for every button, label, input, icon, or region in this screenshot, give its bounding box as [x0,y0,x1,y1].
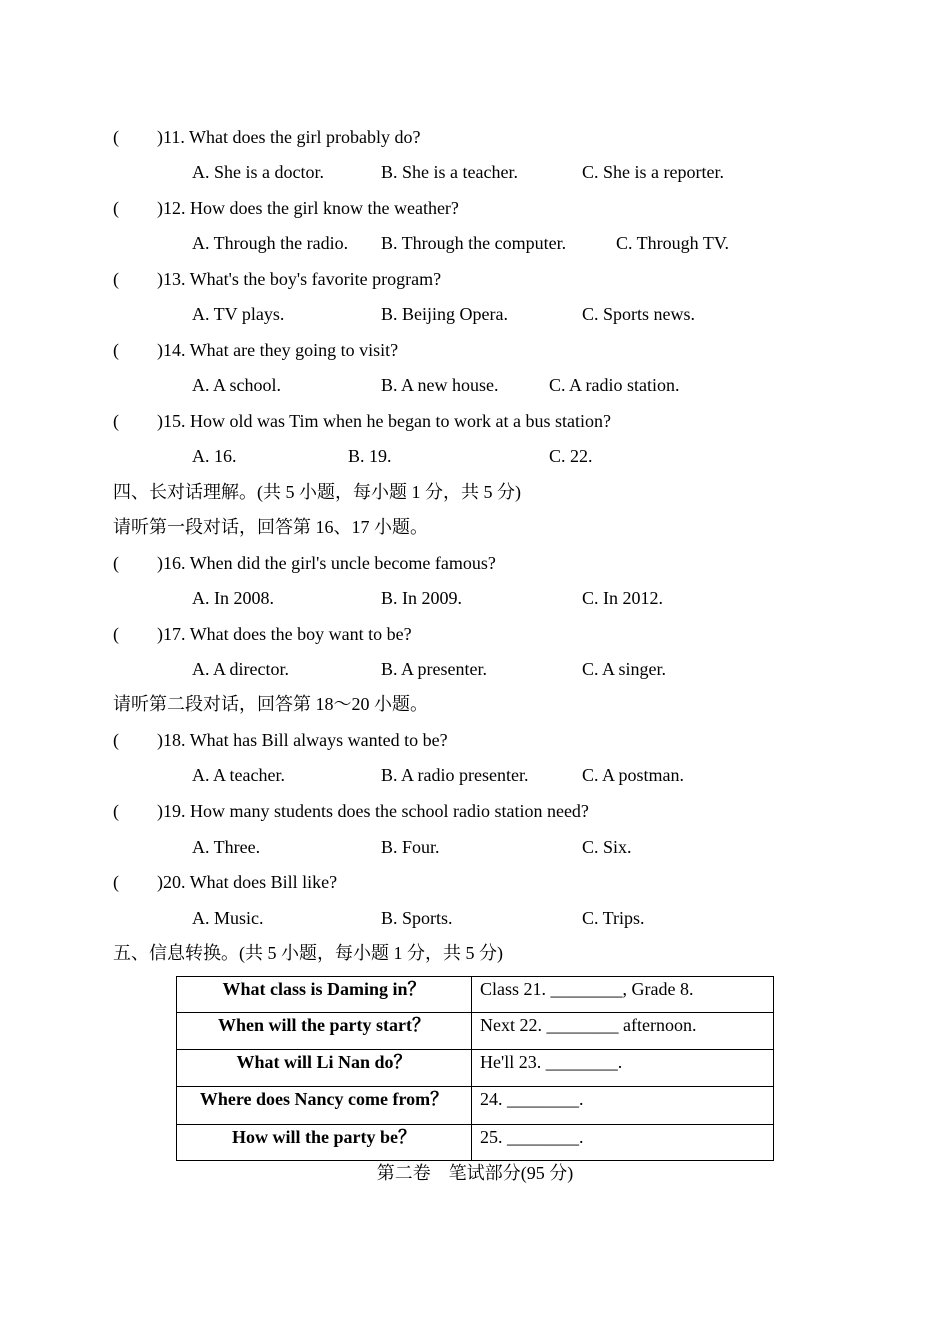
option-c: C. In 2012. [582,588,663,608]
option-a: A. She is a doctor. [192,162,324,182]
info-table [176,976,774,1161]
section-4-title: 四、长对话理解。(共 5 小题，每小题 1 分，共 5 分) [113,482,521,502]
section-4-instruction-1: 请听第一段对话，回答第 16、17 小题。 [113,517,428,537]
section-4-instruction-2: 请听第二段对话，回答第 18～20 小题。 [113,694,428,714]
question-14: ( )14. What are they going to visit? [113,340,399,360]
table-answer[interactable]: He'll 23. ________. [472,1050,774,1087]
answer-blank[interactable]: ( [113,872,119,892]
table-row [177,1125,774,1161]
option-a: A. Music. [192,908,264,928]
table-row [177,1050,774,1087]
option-a: A. In 2008. [192,588,274,608]
answer-blank[interactable]: ( [113,730,119,750]
option-b: B. Four. [381,837,440,857]
table-question: Where does Nancy come from？ [177,1087,472,1125]
question-17: ( )17. What does the boy want to be? [113,624,412,644]
answer-blank[interactable]: ( [113,553,119,573]
option-a: A. A teacher. [192,765,285,785]
option-a: A. TV plays. [192,304,285,324]
question-18: ( )18. What has Bill always wanted to be? [113,730,448,750]
table-question: What will Li Nan do？ [177,1050,472,1087]
option-b: B. She is a teacher. [381,162,518,182]
option-a: A. A school. [192,375,282,395]
question-20: ( )20. What does Bill like? [113,872,338,892]
option-a: A. Through the radio. [192,233,349,253]
question-12: ( )12. How does the girl know the weather? [113,198,459,218]
part-two-title: 第二卷 笔试部分(95 分) [376,1163,574,1183]
table-answer[interactable]: 24. ________. [472,1087,774,1125]
table-answer[interactable]: Next 22. ________ afternoon. [472,1013,774,1050]
table-question: When will the party start？ [177,1013,472,1050]
table-answer[interactable]: Class 21. ________, Grade 8. [472,977,774,1013]
table-row [177,1087,774,1125]
table-question: How will the party be？ [177,1125,472,1161]
option-c: C. 22. [549,446,593,466]
option-c: C. She is a reporter. [582,162,724,182]
question-11: ( )11. What does the girl probably do? [113,127,421,147]
option-c: C. Trips. [582,908,645,928]
option-c: C. Sports news. [582,304,696,324]
option-b: B. Beijing Opera. [381,304,508,324]
question-19: ( )19. How many students does the school radio station need? [113,801,589,821]
option-a: A. A director. [192,659,289,679]
answer-blank[interactable]: ( [113,198,119,218]
option-c: C. Six. [582,837,632,857]
option-c: C. A radio station. [549,375,680,395]
option-b: B. In 2009. [381,588,462,608]
section-5-title: 五、信息转换。(共 5 小题，每小题 1 分，共 5 分) [113,943,503,963]
option-c: C. Through TV. [616,233,730,253]
answer-blank[interactable]: ( [113,624,119,644]
answer-blank[interactable]: ( [113,411,119,431]
option-a: A. 16. [192,446,237,466]
table-question: What class is Daming in？ [177,977,472,1013]
option-b: B. A new house. [381,375,499,395]
answer-blank[interactable]: ( [113,269,119,289]
answer-blank[interactable]: ( [113,340,119,360]
question-13: ( )13. What's the boy's favorite program? [113,269,442,289]
answer-blank[interactable]: ( [113,801,119,821]
table-row [177,977,774,1013]
option-a: A. Three. [192,837,261,857]
option-b: B. 19. [348,446,392,466]
table-answer[interactable]: 25. ________. [472,1125,774,1161]
question-15: ( )15. How old was Tim when he began to work at a bus station? [113,411,611,431]
option-b: B. Through the computer. [381,233,567,253]
option-b: B. Sports. [381,908,453,928]
answer-blank[interactable]: ( [113,127,119,147]
question-16: ( )16. When did the girl's uncle become famous? [113,553,496,573]
option-b: B. A presenter. [381,659,487,679]
option-b: B. A radio presenter. [381,765,529,785]
table-row [177,1013,774,1050]
option-c: C. A postman. [582,765,685,785]
option-c: C. A singer. [582,659,667,679]
